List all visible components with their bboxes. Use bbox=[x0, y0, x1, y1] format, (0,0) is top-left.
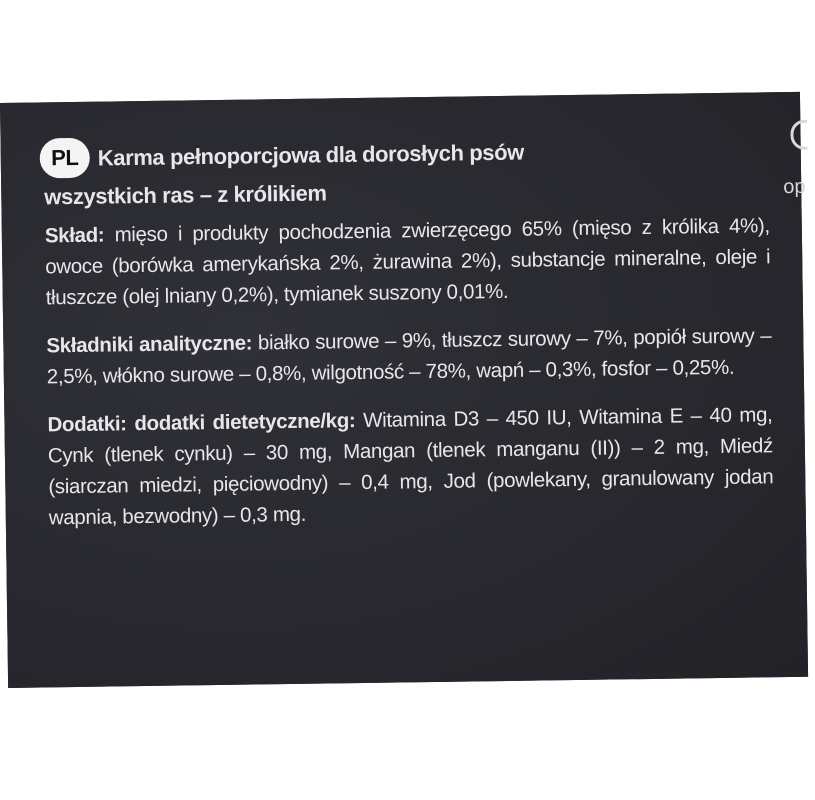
language-badge: PL bbox=[39, 138, 90, 179]
composition-text: mięso i produkty pochodzenia zwierzęcego 65% (mięso z królika 4%), owoce (borówka amerykańska 2%, żurawina 2%), substancje mineralne, oleje i tłuszcze (olej lniany 0,2%), tymianek suszony 0,01%. bbox=[45, 214, 771, 310]
title-line-2: wszystkich ras – z królikiem bbox=[44, 180, 327, 210]
label-text-block bbox=[44, 130, 775, 550]
additives-text: Witamina D3 – 450 IU, Witamina E – 40 mg, Cynk (tlenek cynku) – 30 mg, Mangan (tlenek manganu (II)) – 2 mg, Miedź (siarczan miedzi, pięciowodny) – 0,4 mg, Jod (powlekany, granulowany jodan wapnia, bezwodny) – 0,3 mg. bbox=[47, 403, 774, 530]
analytical-heading: Składniki analityczne: bbox=[46, 331, 253, 358]
title-line-1: Karma pełnoporcjowa dla dorosłych psów bbox=[97, 139, 525, 171]
analytical-paragraph bbox=[46, 320, 772, 392]
additives-paragraph bbox=[47, 399, 774, 533]
cropped-edge-text: op bbox=[783, 175, 806, 199]
product-label-panel bbox=[0, 92, 808, 688]
composition-paragraph bbox=[45, 210, 771, 313]
cropped-letter-glyph bbox=[790, 120, 807, 150]
product-title bbox=[44, 130, 770, 214]
composition-heading: Skład: bbox=[44, 223, 105, 248]
analytical-text: białko surowe – 9%, tłuszcz surowy – 7%, popiół surowy – 2,5%, włókno surowe – 0,8%, wilgotność – 78%, wapń – 0,3%, fosfor – 0,25%. bbox=[46, 324, 772, 389]
additives-heading: Dodatki: dodatki dietetyczne/kg: bbox=[47, 409, 356, 437]
